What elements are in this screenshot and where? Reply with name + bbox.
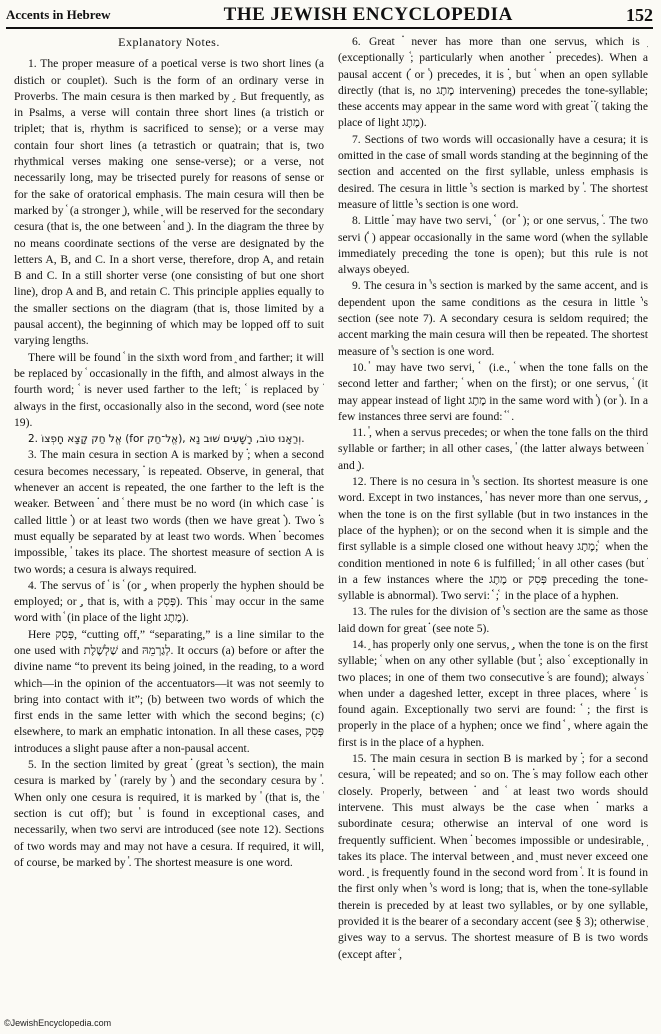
note-5: 5. In the section limited by great ֗ (great ֗'s section), the main cesura is marked by ֓ (rarely by ֓) and the secondary cesura by ֓. When only one cesura is required, it is marked by ֓ (that is, the ֓ section is cut off); but ֓ is found in exceptional cases, and necessarily, when two servi are introduced (see note 12). Sections of two words may and may not have a cesura. If required, it will, of course, be marked by ֓. The shortest measure is one word. (14, 758, 324, 869)
note-3: 3. The main cesura in section A is marked by ֗; when a second cesura becomes necessary, ֗ is repeated. Observe, in general, that whenever an accent is repeated, the one farther to the left is the weaker. Between ֗ and ֫ there must be no word (in which case ֗ is called little ֗) or at least two words (then we have great ֗). Two ֗s must equally be separated by at least two words. When ֗ becomes impossible, ֓ takes its place. The shortest measure of section A is two words; a cesura is always required. (14, 448, 324, 576)
note-15: 15. The main cesura in section B is marked by ֗; for a second cesura, ֗ will be repeated; and so on. The ֗s may follow each other closely. Properly, between ֗ and ֫ at least two words should intervene. This must always be the case when ֗ marks a subordinate cesura; otherwise an interval of one word is frequently sufficient. When ֗ becomes impossible or undesirable, ֑ takes its place. The interval between ֑ and ֑ must never exceed one word. ֑ is frequently found in the second word from ֫. It is found in the first only when ֫'s word is long; that is, when the tone-syllable therein is preceded by at least two syllables, or by one syllable, provided it is the bearer of a secondary accent (see § 3); otherwise ֑ gives way to a servus. The shortest measure of B is two words (except after ֫, (338, 752, 648, 961)
running-head-title: THE JEWISH ENCYCLOPEDIA (223, 4, 513, 25)
note-10: 10. ֓ may have two servi, ֫ ֫ (i.e., ֫ when the tone falls on the second letter and farther; ֫ when on the first); or one servus, ֫ (it may appear instead of light מֶתֶג in the same word with ֓) (or ֓). In a few instances three servi are found: ֫ ֫ ֫. (338, 360, 648, 423)
running-head-left: Accents in Hebrew (6, 7, 111, 22)
note-2: 2. אֱלֹ חַק קָצָא חָפְצוֹ (for אֱל־חַק), וְרַאָנוּ טוֹב, רָשָׁעִים שׁוּב נָא. (28, 433, 305, 446)
note-8: 8. Little ֗ may have two servi, ֫ ֫ (or ֫ ֓); or one servus, ֫. The two servi (֫ ֫) appear occasionally in the same word (when the syllable immediately preceding the tone is open); but this rule is not always obeyed. (338, 214, 648, 277)
note-12: 12. There is no cesura in ֓'s section. Its shortest measure is one word. Except in two instances, ֓ has never more than one servus, ֥, when the tone is on the first syllable (but in two instances in the place of the hyphen); or on the second when it is simple and the first syllable is a simple closed one without heavy מֶתֶג; ֫ when the condition mentioned in note 6 is fulfilled; ֫ in all other cases (but ֫ in a few instances where the מֶתֶג or פְּסִק preceding the tone-syllable is abnormal). Two servi: ֫ ֫; ֫ in the place of a hyphen. (338, 475, 648, 603)
page-header (6, 4, 653, 26)
header-rule (6, 27, 653, 29)
note-4-continued: Here פְּסִק, “cutting off,” “separating,” is a line similar to the one used with שַׁלְשֶׁלֶת and לְגַרְמֵהּ. It occurs (a) before or after the divine name “to prevent its being joined, in the reading, to a word which—in the opinion of the accentuators—it was not seemly to bring into contact with it”; (b) between two words of which the first ends in the same letter with which the second begins; (c) elsewhere, to mark an emphatic intonation. In all these cases, פְּסִק introduces a slight pause after a non-pausal accent. (14, 627, 324, 755)
right-column (338, 34, 648, 1012)
note-13: 13. The rules for the division of ֓'s section are the same as those laid down for great ֗ (see note 5). (338, 605, 648, 635)
note-9: 9. The cesura in ֓'s section is marked by the same accent, and is dependent upon the same conditions as the cesura in little ֗'s section (see note 7). A secondary cesura is seldom required; the accent marking the main cesura will then be repeated. The shortest measure of ֓'s section is one word. (338, 279, 648, 358)
note-6: 6. Great ֗ never has more than one servus, which is ֥ (exceptionally ֫; particularly when another ֗ precedes). When a pausal accent (֗ or ֓) precedes, it is ֗, but ֫ when an open syllable directly (that is, no מֶתֶג intervening) precedes the tone-syllable; these accents may appear in the same word with great ֗ (֗ taking the place of light מֶתֶג). (338, 35, 648, 130)
note-4: 4. The servus of ֫ is ֫ (or ֣, when properly the hyphen should be employed; or ֥, that is, with a פְּסִק). This ֫ may occur in the same word with ֫ (in place of the light מֶתֶג). (14, 578, 324, 625)
copyright-footer: ©JewishEncyclopedia.com (4, 1018, 112, 1028)
note-1: 1. The proper measure of a poetical verse is two short lines (a distich or couplet). Such is the form of an ordinary verse in Proverbs. The main cesura is then marked by ֑. But frequently, as in Psalms, a verse will contain three short lines (a tristich or triplet; that is, rhythm is sacrificed to sense); or a verse may contain four short lines (a tetrastich or quatrain; that is, two rhythmical verses making one sense-verse); or a verse, not necessarily long, may be trisected purely for reasons of sense or for the sake of oratorical emphasis. The main cesura will then be marked by ֫ (a stronger ֑), while ֑ will be reserved for the secondary cesura (that is, the one between ֫ and ֑). In the diagram the three by no means coordinate sections of the verse are designated by the letters A, B, and C. In a short verse, therefore, drop A, and retain B and C. In a still shorter verse (one consisting of but one short line), drop A and B, and retain C. This principle applies equally to the smaller sections on the diagram (that is, those limited by a pausal accent), the beginning of which may be lopped off to suit varying lengths. (14, 57, 324, 348)
note-1-continued: There will be found ֫ in the sixth word from ֑ and farther; it will be replaced by ֫ occasionally in the fifth, and almost always in the fourth word; ֫ is never used farther to the left; ֫ is replaced by ֗ always in the first, occasionally also in the second, word (see note 19). (14, 350, 324, 429)
note-11: 11. ֓, when a servus precedes; or when the tone falls on the third syllable or farther; in all other cases, ֓ (the latter always between ֗ and ֑). (338, 426, 648, 472)
section-heading: Explanatory Notes. (118, 35, 220, 49)
note-7: 7. Sections of two words will occasionally have a cesura; it is omitted in the case of small words standing at the beginning of the section and accented on the first syllable, unless emphasis is desired. The cesura in little ֗'s section is marked by ֓. The shortest measure of little ֗'s section is one word. (338, 132, 648, 211)
note-14: 14. ֑ has properly only one servus, ֥, when the tone is on the first syllable; ֫ when on any other syllable (but ֓; also ֫ exceptionally in two places; in one of them two consecutive ֫s are found); always ֫ when under a dageshed letter, except in three places, where ֫ is found again. Exceptionally two servi are found: ֫ ֫; the first is properly in the place of a hyphen; once we find ֫ ֫, where again the first is in the place of a hyphen. (338, 637, 648, 749)
left-column (14, 34, 324, 1012)
page-number: 152 (625, 4, 653, 25)
